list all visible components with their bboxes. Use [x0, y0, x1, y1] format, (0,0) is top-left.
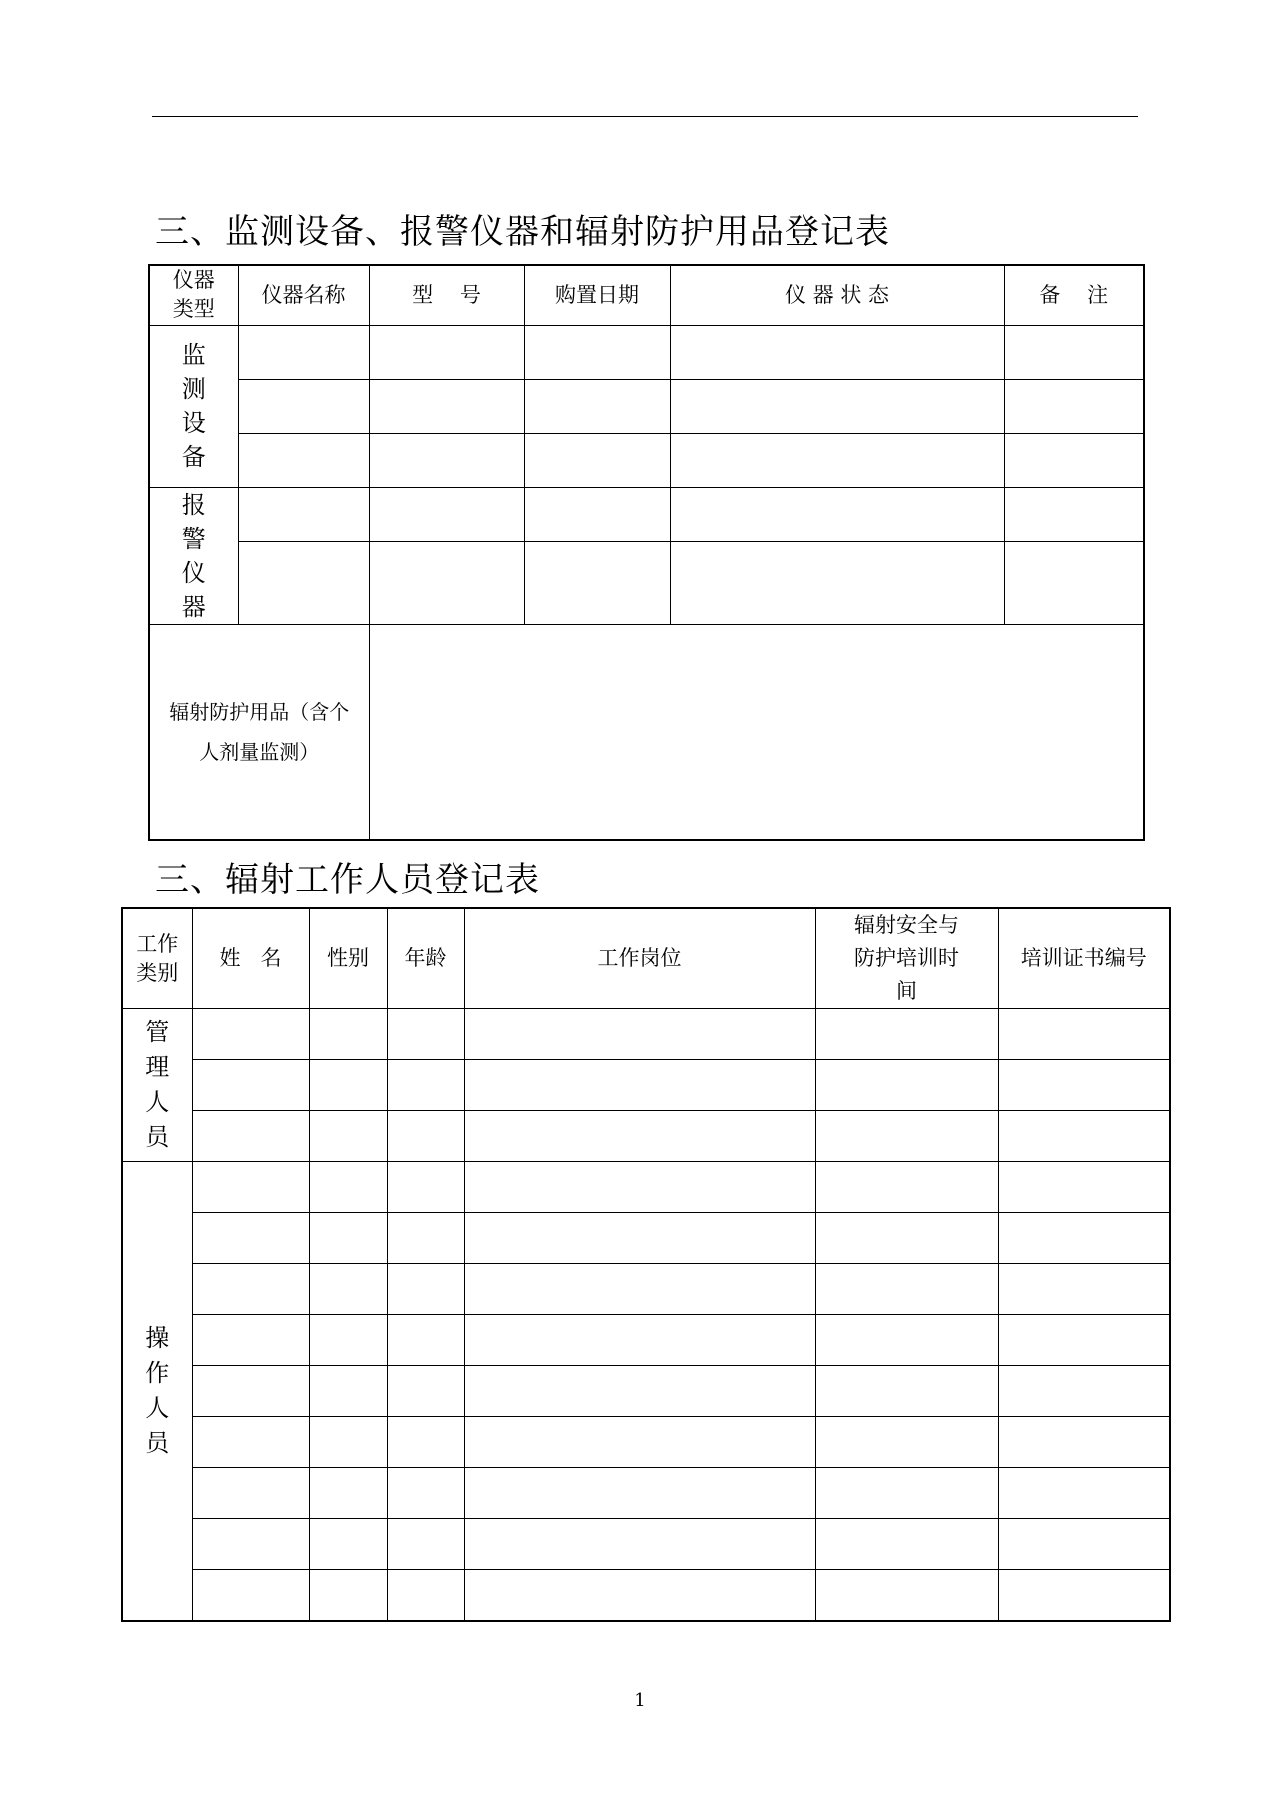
table-row — [122, 1111, 1170, 1162]
header-instrument-name: 仪器名称 — [238, 265, 369, 325]
cell-input[interactable] — [387, 1519, 464, 1570]
cell-input[interactable] — [815, 1213, 998, 1264]
protective-equipment-label: 辐射防护用品（含个人剂量监测） — [149, 624, 369, 840]
table-row — [122, 1417, 1170, 1468]
cell-input[interactable] — [998, 1162, 1170, 1213]
cell-input[interactable] — [192, 1111, 309, 1162]
cell-input[interactable] — [387, 1417, 464, 1468]
cell-input[interactable] — [309, 1009, 387, 1060]
cell-input[interactable] — [369, 325, 524, 379]
category-operators: 操作人员 — [122, 1162, 192, 1621]
cell-input[interactable] — [998, 1468, 1170, 1519]
cell-input[interactable] — [387, 1162, 464, 1213]
table-row — [149, 433, 1144, 487]
cell-input[interactable] — [670, 541, 1004, 624]
header-name: 姓 名 — [192, 908, 309, 1009]
category-monitoring-equipment: 监测设备 — [149, 325, 238, 487]
cell-input[interactable] — [309, 1315, 387, 1366]
cell-input[interactable] — [309, 1264, 387, 1315]
cell-input[interactable] — [464, 1468, 815, 1519]
header-work-post: 工作岗位 — [464, 908, 815, 1009]
cell-input[interactable] — [998, 1570, 1170, 1621]
table-header-row — [149, 265, 1144, 325]
cell-input[interactable] — [309, 1468, 387, 1519]
cell-input[interactable] — [998, 1417, 1170, 1468]
header-training-time: 辐射安全与防护培训时间 — [815, 908, 998, 1009]
cell-input[interactable] — [309, 1111, 387, 1162]
cell-input[interactable] — [192, 1519, 309, 1570]
cell-input[interactable] — [192, 1213, 309, 1264]
cell-input[interactable] — [998, 1111, 1170, 1162]
cell-input[interactable] — [464, 1264, 815, 1315]
cell-input[interactable] — [524, 325, 670, 379]
header-work-category: 工作类别 — [122, 908, 192, 1009]
cell-input[interactable] — [309, 1213, 387, 1264]
cell-input[interactable] — [998, 1264, 1170, 1315]
cell-input[interactable] — [815, 1366, 998, 1417]
cell-input[interactable] — [670, 325, 1004, 379]
category-alarm-instruments: 报警仪器 — [149, 487, 238, 624]
cell-input[interactable] — [1004, 487, 1144, 541]
cell-input[interactable] — [524, 433, 670, 487]
cell-input[interactable] — [670, 487, 1004, 541]
cell-input[interactable] — [464, 1366, 815, 1417]
cell-input[interactable] — [815, 1315, 998, 1366]
cell-input[interactable] — [670, 379, 1004, 433]
cell-input[interactable] — [815, 1570, 998, 1621]
cell-input[interactable] — [464, 1417, 815, 1468]
cell-input[interactable] — [369, 487, 524, 541]
cell-input[interactable] — [309, 1519, 387, 1570]
cell-input[interactable] — [387, 1060, 464, 1111]
cell-input[interactable] — [192, 1417, 309, 1468]
cell-input[interactable] — [998, 1213, 1170, 1264]
cell-input[interactable] — [998, 1060, 1170, 1111]
personnel-register-table — [121, 907, 1171, 1622]
cell-input[interactable] — [192, 1060, 309, 1111]
cell-input[interactable] — [464, 1213, 815, 1264]
cell-input[interactable] — [309, 1366, 387, 1417]
cell-input[interactable] — [238, 487, 369, 541]
cell-input[interactable] — [309, 1060, 387, 1111]
cell-input[interactable] — [192, 1009, 309, 1060]
header-rule — [152, 116, 1138, 117]
table-row — [149, 325, 1144, 379]
cell-input[interactable] — [309, 1570, 387, 1621]
cell-input[interactable] — [238, 379, 369, 433]
header-model: 型 号 — [369, 265, 524, 325]
cell-input[interactable] — [387, 1111, 464, 1162]
cell-input[interactable] — [464, 1060, 815, 1111]
table-row — [149, 541, 1144, 624]
table-row — [122, 1519, 1170, 1570]
cell-input[interactable] — [815, 1111, 998, 1162]
cell-input[interactable] — [238, 433, 369, 487]
cell-input[interactable] — [815, 1264, 998, 1315]
cell-input[interactable] — [815, 1417, 998, 1468]
cell-input[interactable] — [309, 1162, 387, 1213]
header-purchase-date: 购置日期 — [524, 265, 670, 325]
table-row — [122, 1162, 1170, 1213]
cell-input[interactable] — [192, 1570, 309, 1621]
cell-input[interactable] — [1004, 541, 1144, 624]
cell-input[interactable] — [387, 1366, 464, 1417]
cell-input[interactable] — [464, 1162, 815, 1213]
cell-input[interactable] — [464, 1315, 815, 1366]
cell-input[interactable] — [192, 1264, 309, 1315]
cell-input[interactable] — [464, 1111, 815, 1162]
table-row — [122, 1264, 1170, 1315]
table-row — [122, 1468, 1170, 1519]
category-management-personnel: 管理人员 — [122, 1009, 192, 1162]
cell-input[interactable] — [192, 1468, 309, 1519]
cell-input[interactable] — [524, 487, 670, 541]
table-row — [149, 487, 1144, 541]
table-row — [122, 1570, 1170, 1621]
personnel-table-title: 三、辐射工作人员登记表 — [155, 860, 540, 900]
page-number: 1 — [634, 1690, 646, 1711]
cell-input[interactable] — [387, 1009, 464, 1060]
cell-input[interactable] — [192, 1315, 309, 1366]
table-header-row — [122, 908, 1170, 1009]
equipment-table-title: 三、监测设备、报警仪器和辐射防护用品登记表 — [155, 212, 890, 252]
table-row — [149, 379, 1144, 433]
cell-input[interactable] — [815, 1060, 998, 1111]
table-row — [122, 1366, 1170, 1417]
cell-input[interactable] — [387, 1264, 464, 1315]
cell-input[interactable] — [464, 1009, 815, 1060]
cell-input[interactable] — [369, 433, 524, 487]
table-row — [122, 1315, 1170, 1366]
header-remarks: 备 注 — [1004, 265, 1144, 325]
cell-input[interactable] — [998, 1315, 1170, 1366]
cell-input[interactable] — [670, 433, 1004, 487]
table-row — [122, 1060, 1170, 1111]
cell-input[interactable] — [524, 379, 670, 433]
cell-input[interactable] — [192, 1366, 309, 1417]
equipment-register-table — [148, 264, 1145, 841]
cell-input[interactable] — [815, 1519, 998, 1570]
cell-input[interactable] — [524, 541, 670, 624]
header-certificate-number: 培训证书编号 — [998, 908, 1170, 1009]
cell-input[interactable] — [192, 1162, 309, 1213]
cell-input[interactable] — [1004, 379, 1144, 433]
table-row — [149, 624, 1144, 840]
cell-input[interactable] — [815, 1009, 998, 1060]
header-instrument-status: 仪 器 状 态 — [670, 265, 1004, 325]
cell-input[interactable] — [998, 1009, 1170, 1060]
cell-input[interactable] — [238, 325, 369, 379]
cell-input[interactable] — [369, 379, 524, 433]
cell-input[interactable] — [369, 541, 524, 624]
cell-input[interactable] — [815, 1468, 998, 1519]
cell-input[interactable] — [464, 1519, 815, 1570]
cell-input[interactable] — [1004, 433, 1144, 487]
cell-input[interactable] — [309, 1417, 387, 1468]
cell-input[interactable] — [387, 1570, 464, 1621]
cell-input[interactable] — [238, 541, 369, 624]
cell-input[interactable] — [387, 1468, 464, 1519]
header-instrument-type: 仪器类型 — [149, 265, 238, 325]
cell-input[interactable] — [387, 1315, 464, 1366]
cell-input[interactable] — [1004, 325, 1144, 379]
table-row — [122, 1213, 1170, 1264]
cell-input[interactable] — [464, 1570, 815, 1621]
cell-input[interactable] — [815, 1162, 998, 1213]
header-gender: 性别 — [309, 908, 387, 1009]
header-age: 年龄 — [387, 908, 464, 1009]
table-row — [122, 1009, 1170, 1060]
cell-input[interactable] — [998, 1519, 1170, 1570]
protective-equipment-field[interactable] — [369, 624, 1144, 840]
cell-input[interactable] — [998, 1366, 1170, 1417]
cell-input[interactable] — [387, 1213, 464, 1264]
